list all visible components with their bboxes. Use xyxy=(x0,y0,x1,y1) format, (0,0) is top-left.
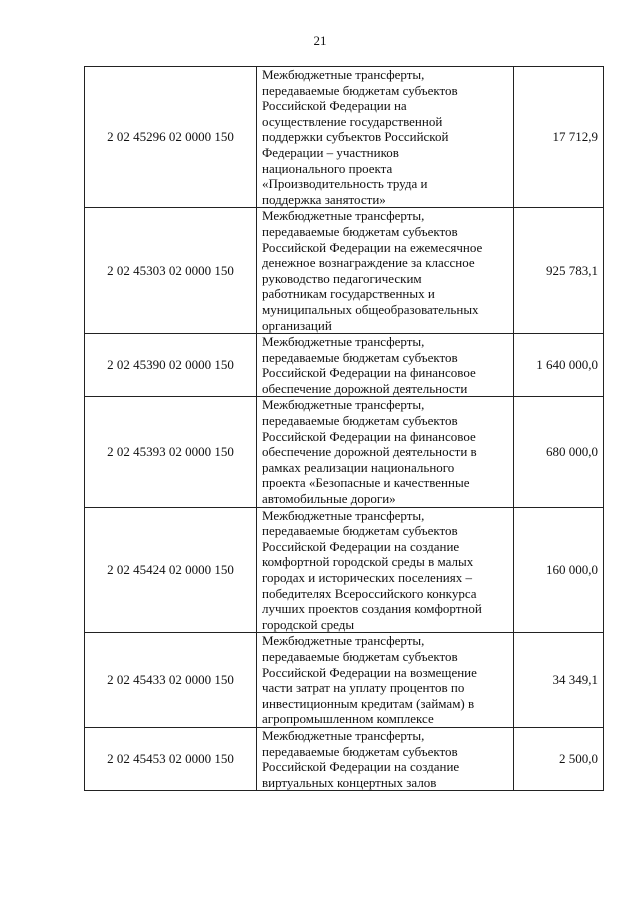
row-code: 2 02 45453 02 0000 150 xyxy=(85,727,257,790)
row-description: Межбюджетные трансферты, передаваемые бюджетам субъектов Российской Федерации на возмещение части затрат на уплату процентов по инвестиционным кредитам (займам) в агропромышленном комплексе xyxy=(257,633,514,728)
row-description: Межбюджетные трансферты, передаваемые бюджетам субъектов Российской Федерации на создание виртуальных концертных залов xyxy=(257,727,514,790)
row-amount: 2 500,0 xyxy=(514,727,604,790)
table-row xyxy=(85,633,604,728)
table-row xyxy=(85,507,604,633)
row-amount: 680 000,0 xyxy=(514,397,604,507)
row-code: 2 02 45303 02 0000 150 xyxy=(85,208,257,334)
row-description: Межбюджетные трансферты, передаваемые бюджетам субъектов Российской Федерации на финансовое обеспечение дорожной деятельности в рамках реализации национального проекта «Безопасные и качественные автомобильные дороги» xyxy=(257,397,514,507)
row-amount: 1 640 000,0 xyxy=(514,334,604,397)
row-description: Межбюджетные трансферты, передаваемые бюджетам субъектов Российской Федерации на осуществление государственной поддержки субъектов Российской Федерации – участников национального проекта «Производительность труда и поддержка занятости» xyxy=(257,67,514,208)
row-amount: 17 712,9 xyxy=(514,67,604,208)
budget-table-body xyxy=(85,67,604,791)
row-code: 2 02 45393 02 0000 150 xyxy=(85,397,257,507)
row-description: Межбюджетные трансферты, передаваемые бюджетам субъектов Российской Федерации на ежемесячное денежное вознаграждение за классное руководство педагогическим работникам государственных и муниципальных общеобразовательных организаций xyxy=(257,208,514,334)
row-description: Межбюджетные трансферты, передаваемые бюджетам субъектов Российской Федерации на финансовое обеспечение дорожной деятельности xyxy=(257,334,514,397)
row-amount: 925 783,1 xyxy=(514,208,604,334)
budget-table xyxy=(84,66,604,791)
row-amount: 160 000,0 xyxy=(514,507,604,633)
table-row xyxy=(85,397,604,507)
table-row xyxy=(85,727,604,790)
page-number: 21 xyxy=(313,33,327,48)
row-amount: 34 349,1 xyxy=(514,633,604,728)
table-row xyxy=(85,67,604,208)
table-row xyxy=(85,334,604,397)
row-code: 2 02 45390 02 0000 150 xyxy=(85,334,257,397)
row-code: 2 02 45433 02 0000 150 xyxy=(85,633,257,728)
row-description: Межбюджетные трансферты, передаваемые бюджетам субъектов Российской Федерации на создание комфортной городской среды в малых городах и исторических поселениях – победителях Всероссийского конкурса лучших проектов создания комфортной городской среды xyxy=(257,507,514,633)
row-code: 2 02 45424 02 0000 150 xyxy=(85,507,257,633)
table-row xyxy=(85,208,604,334)
row-code: 2 02 45296 02 0000 150 xyxy=(85,67,257,208)
